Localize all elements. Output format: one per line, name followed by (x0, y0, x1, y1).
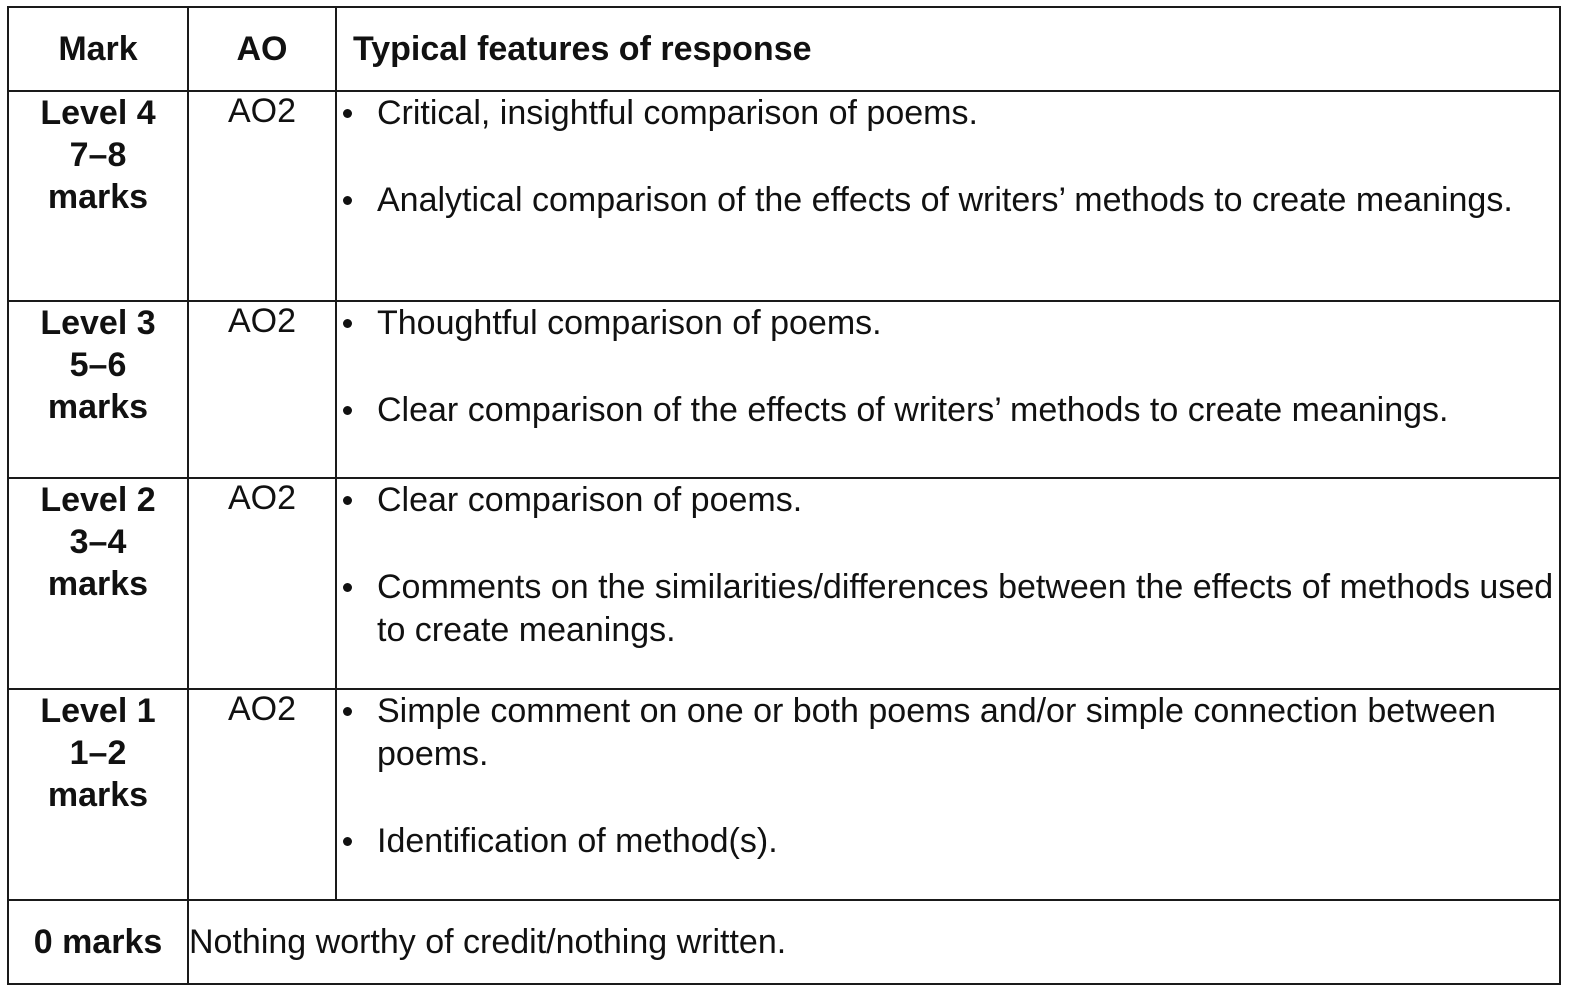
feature-item (337, 479, 1559, 522)
feature-text: Thoughtful comparison of poems. (377, 304, 882, 342)
feature-text: Critical, insightful comparison of poems. (377, 94, 978, 132)
bullet-icon (343, 707, 352, 716)
level-name: Level 1 (40, 692, 156, 730)
level-row (8, 689, 1560, 900)
feature-item (337, 566, 1559, 652)
level-range: 7–8 (69, 136, 127, 174)
header-features: Typical features of response (336, 7, 1560, 91)
level-range: 1–2 (69, 734, 127, 772)
level-features (336, 689, 1560, 900)
level-row (8, 301, 1560, 478)
level-marks-label: marks (47, 178, 149, 216)
bullet-icon (343, 406, 352, 415)
level-mark-cell (8, 689, 188, 900)
level-name: Level 3 (40, 304, 156, 342)
feature-item (337, 179, 1559, 222)
level-mark-cell (8, 301, 188, 478)
level-ao: AO2 (188, 478, 336, 689)
level-features (336, 478, 1560, 689)
bullet-icon (343, 583, 352, 592)
level-mark-cell (8, 478, 188, 689)
feature-list (337, 690, 1559, 863)
mark-scheme-table (7, 6, 1561, 985)
header-row (8, 7, 1560, 91)
zero-marks-description: Nothing worthy of credit/nothing written. (188, 900, 1560, 984)
feature-text: Identification of method(s). (377, 822, 778, 860)
bullet-icon (343, 196, 352, 205)
header-ao: AO (188, 7, 336, 91)
level-range: 3–4 (69, 523, 127, 561)
level-ao: AO2 (188, 689, 336, 900)
zero-marks-label: 0 marks (8, 900, 188, 984)
level-row (8, 91, 1560, 301)
zero-marks-row (8, 900, 1560, 984)
level-features (336, 91, 1560, 301)
level-mark-cell (8, 91, 188, 301)
level-marks-label: marks (47, 776, 149, 814)
level-name: Level 4 (40, 94, 156, 132)
bullet-icon (343, 837, 352, 846)
level-ao: AO2 (188, 91, 336, 301)
feature-item (337, 302, 1559, 345)
level-row (8, 478, 1560, 689)
feature-text: Clear comparison of poems. (377, 481, 803, 519)
bullet-icon (343, 319, 352, 328)
feature-text: Clear comparison of the effects of writers’ methods to create meanings. (377, 391, 1449, 429)
feature-item (337, 389, 1559, 432)
feature-text: Simple comment on one or both poems and/or simple connection between poems. (377, 692, 1496, 773)
level-name: Level 2 (40, 481, 156, 519)
bullet-icon (343, 109, 352, 118)
bullet-icon (343, 496, 352, 505)
feature-list (337, 302, 1559, 432)
feature-list (337, 479, 1559, 652)
header-mark: Mark (8, 7, 188, 91)
level-marks-label: marks (47, 388, 149, 426)
level-ao: AO2 (188, 301, 336, 478)
feature-item (337, 92, 1559, 135)
level-range: 5–6 (69, 346, 127, 384)
feature-item (337, 690, 1559, 776)
level-features (336, 301, 1560, 478)
feature-list (337, 92, 1559, 222)
level-marks-label: marks (47, 565, 149, 603)
feature-text: Analytical comparison of the effects of writers’ methods to create meanings. (377, 181, 1513, 219)
feature-item (337, 820, 1559, 863)
feature-text: Comments on the similarities/differences between the effects of methods used to create meanings. (377, 568, 1554, 649)
